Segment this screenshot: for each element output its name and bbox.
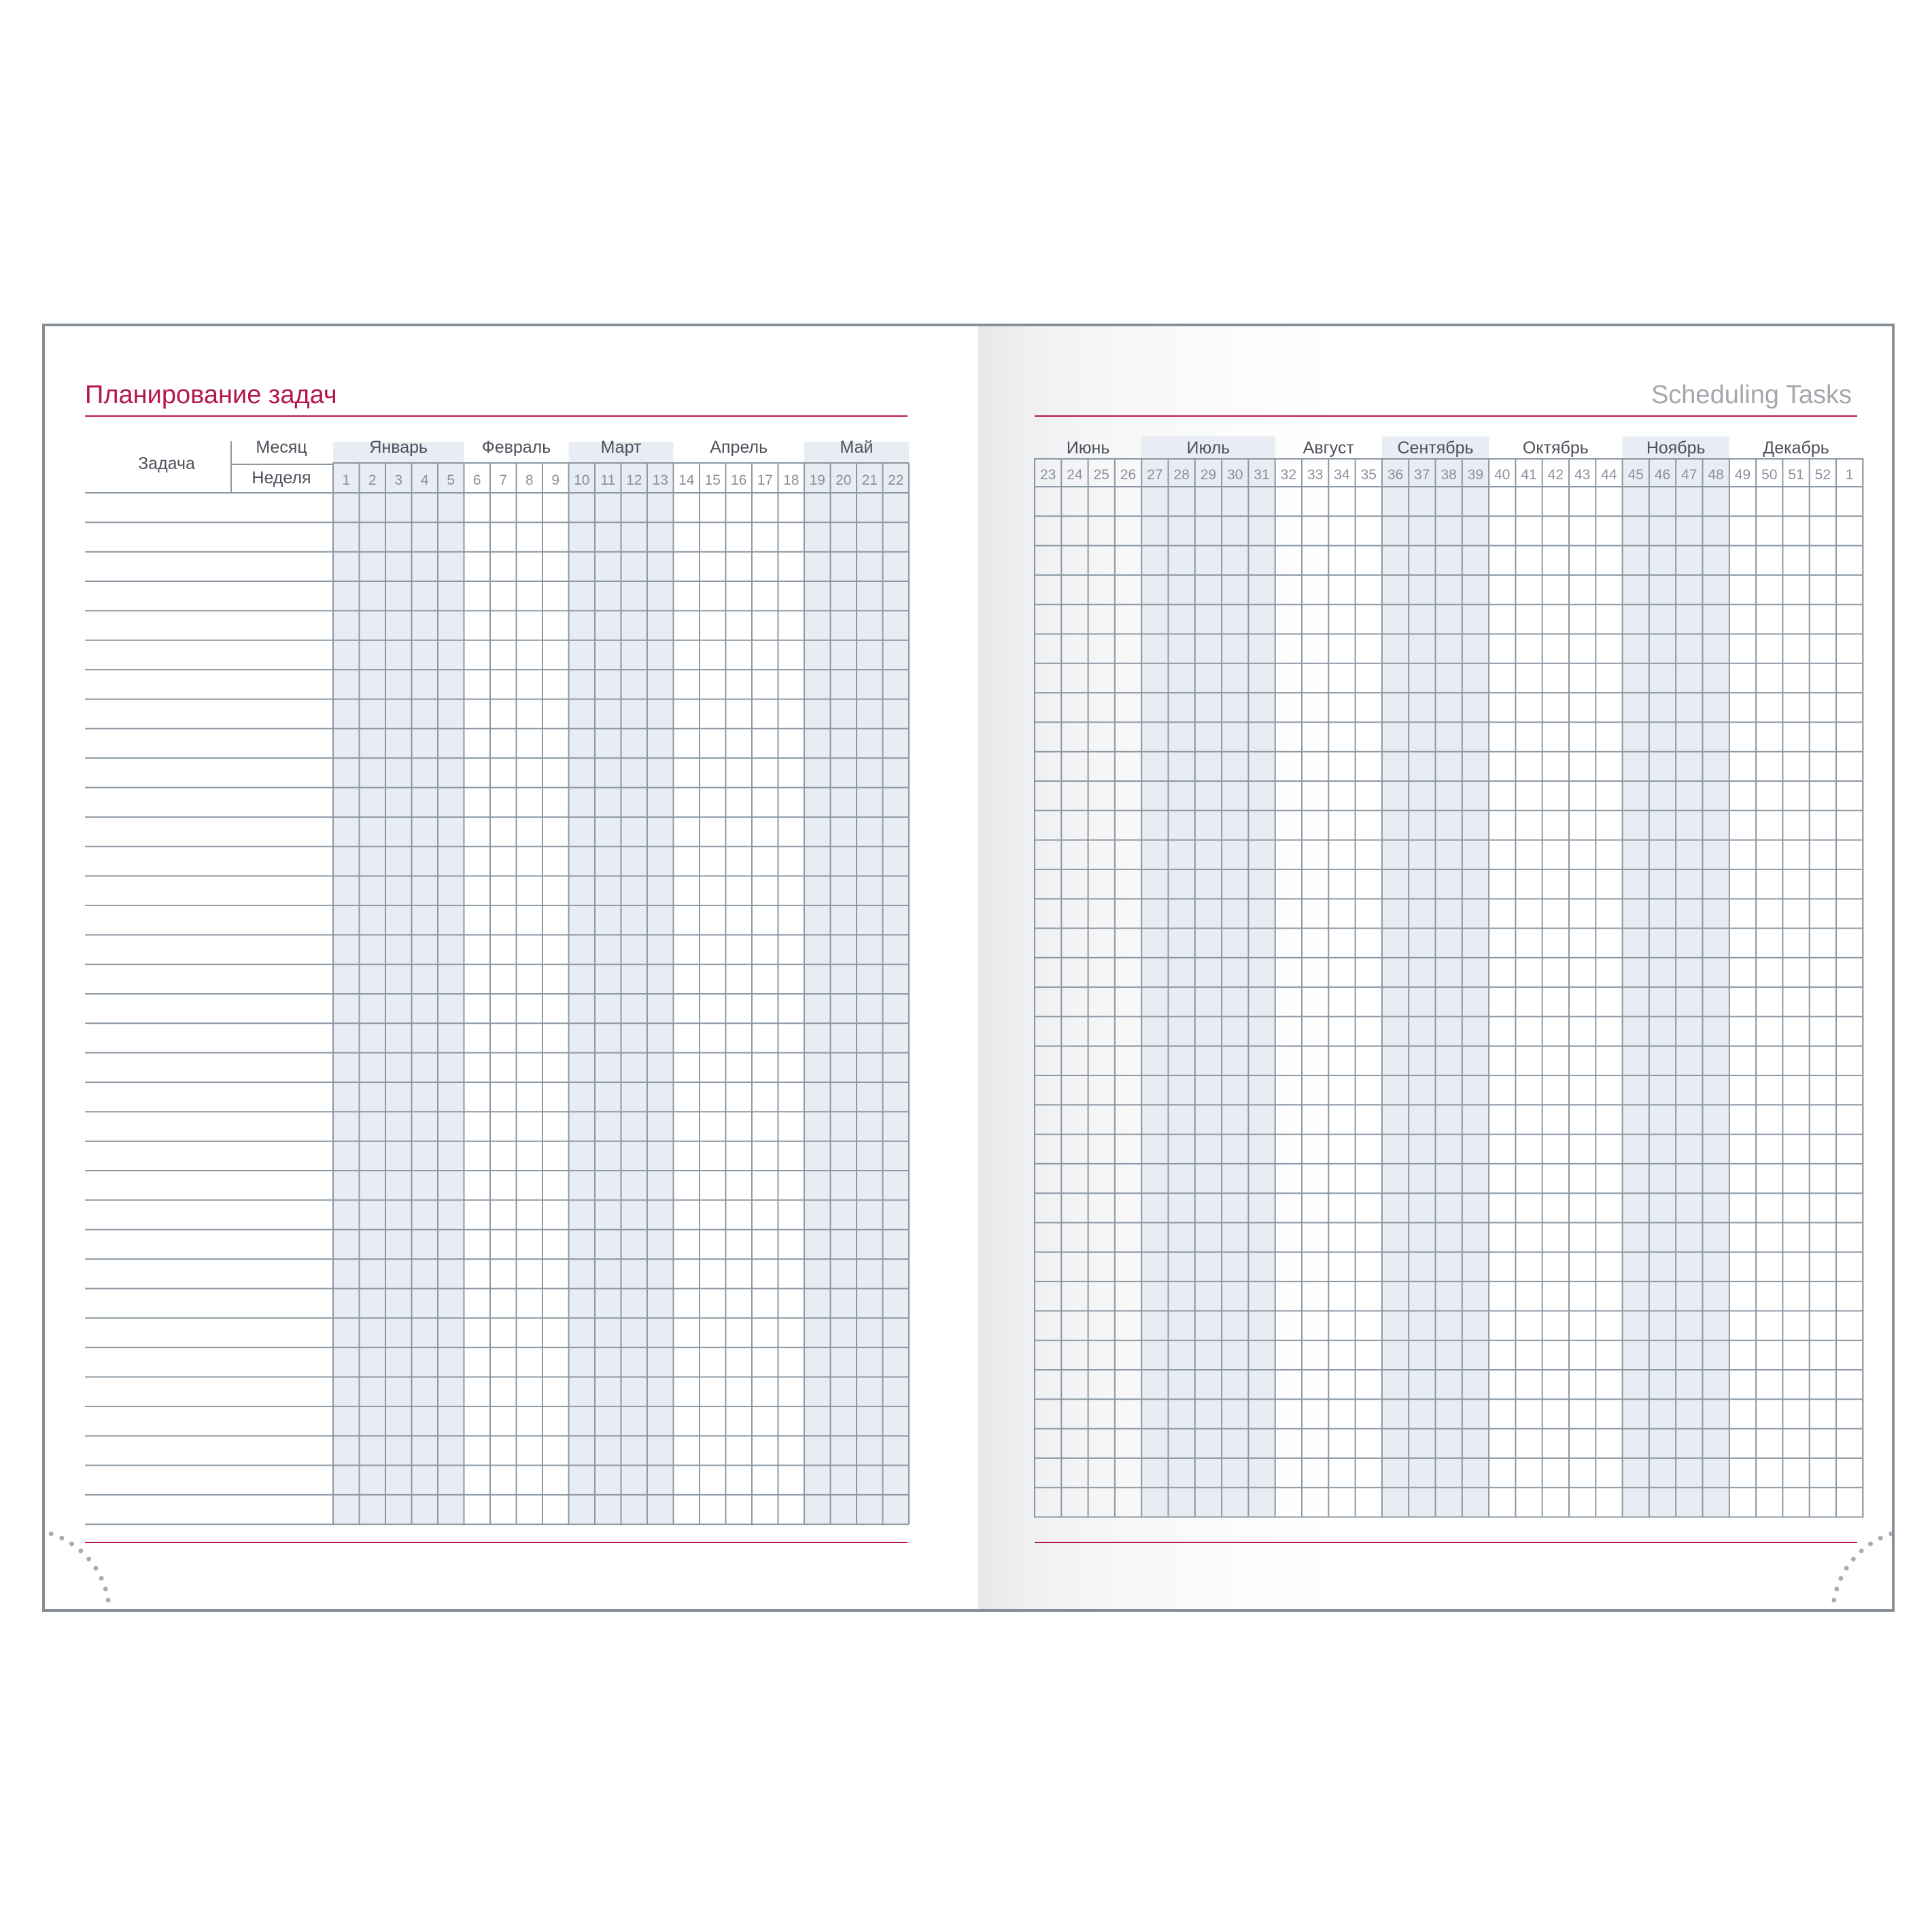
- week-number: 27: [1147, 467, 1163, 483]
- week-number: 8: [525, 472, 534, 488]
- week-row-header: Неделя: [252, 468, 311, 487]
- week-number: 25: [1093, 467, 1109, 483]
- month-label: Апрель: [710, 438, 768, 457]
- month-label: Сентябрь: [1397, 438, 1474, 458]
- week-number: 42: [1547, 467, 1564, 483]
- task-column-header: Задача: [138, 454, 195, 473]
- corner-dot-right: [1831, 1598, 1836, 1602]
- corner-dot-right: [1834, 1587, 1839, 1591]
- week-number: 52: [1814, 467, 1831, 483]
- corner-dot-left: [78, 1549, 83, 1553]
- week-number: 32: [1280, 467, 1297, 483]
- week-number: 21: [861, 472, 878, 488]
- corner-dot-left: [106, 1598, 111, 1602]
- decorative-corner-dots: [45, 326, 1895, 1612]
- corner-dot-right: [1831, 1609, 1835, 1612]
- week-number: 46: [1654, 467, 1671, 483]
- week-number: 41: [1521, 467, 1537, 483]
- week-number: 4: [420, 472, 429, 488]
- week-number: 49: [1734, 467, 1751, 483]
- week-number: 12: [626, 472, 642, 488]
- week-number: 30: [1227, 467, 1243, 483]
- month-row-header: Месяц: [256, 438, 307, 457]
- week-number: 51: [1788, 467, 1804, 483]
- week-number: 45: [1627, 467, 1644, 483]
- month-label: Январь: [369, 438, 428, 457]
- month-label: Декабрь: [1763, 438, 1829, 458]
- week-number: 3: [394, 472, 403, 488]
- week-number: 48: [1708, 467, 1724, 483]
- corner-dot-right: [1838, 1576, 1843, 1581]
- month-label: Февраль: [481, 438, 551, 457]
- week-number: 20: [835, 472, 852, 488]
- corner-dot-left: [99, 1576, 104, 1581]
- week-number: 18: [783, 472, 799, 488]
- week-number: 26: [1120, 467, 1137, 483]
- week-number: 37: [1414, 467, 1430, 483]
- week-number: 40: [1494, 467, 1511, 483]
- week-number: 1: [342, 472, 351, 488]
- week-number: 1: [1845, 467, 1854, 483]
- week-number: 5: [447, 472, 455, 488]
- week-number: 24: [1067, 467, 1083, 483]
- corner-dot-right: [1844, 1566, 1849, 1570]
- planner-spread: [42, 324, 1895, 1612]
- page-title: Планирование задач: [85, 381, 337, 409]
- corner-dot-left: [69, 1542, 74, 1547]
- week-number: 23: [1039, 467, 1056, 483]
- month-label: Июнь: [1066, 438, 1110, 458]
- month-label: Май: [840, 438, 874, 457]
- week-number: 36: [1387, 467, 1404, 483]
- week-number: 38: [1441, 467, 1457, 483]
- corner-dot-right: [1868, 1542, 1873, 1547]
- month-label: Ноябрь: [1646, 438, 1706, 458]
- week-number: 7: [499, 472, 508, 488]
- week-number: 13: [652, 472, 668, 488]
- week-number: 47: [1681, 467, 1697, 483]
- week-number: 17: [757, 472, 773, 488]
- week-number: 19: [809, 472, 825, 488]
- month-label: Март: [600, 438, 642, 457]
- corner-dot-right: [1859, 1549, 1864, 1553]
- week-number: 16: [731, 472, 747, 488]
- week-number: 31: [1254, 467, 1270, 483]
- week-number: 29: [1200, 467, 1217, 483]
- corner-dot-right: [1851, 1557, 1856, 1562]
- week-number: 35: [1360, 467, 1377, 483]
- month-label: Октябрь: [1522, 438, 1589, 458]
- corner-dot-left: [59, 1536, 64, 1540]
- corner-dot-left: [103, 1587, 108, 1591]
- week-number: 50: [1761, 467, 1778, 483]
- week-number: 11: [600, 472, 616, 488]
- week-number: 44: [1601, 467, 1617, 483]
- week-number: 28: [1173, 467, 1190, 483]
- week-number: 14: [678, 472, 695, 488]
- corner-dot-left: [107, 1609, 111, 1612]
- week-number: 34: [1334, 467, 1350, 483]
- page-title-english: Scheduling Tasks: [1651, 381, 1852, 409]
- corner-dot-right: [1888, 1532, 1893, 1536]
- week-number: 2: [368, 472, 377, 488]
- month-label: Август: [1303, 438, 1354, 458]
- corner-dot-right: [1878, 1536, 1883, 1540]
- week-number: 9: [551, 472, 560, 488]
- week-number: 33: [1307, 467, 1324, 483]
- corner-dot-left: [86, 1557, 91, 1562]
- month-label: Июль: [1186, 438, 1230, 458]
- week-number: 22: [888, 472, 904, 488]
- week-number: 10: [574, 472, 590, 488]
- week-number: 15: [704, 472, 721, 488]
- week-number: 6: [472, 472, 481, 488]
- week-number: 43: [1574, 467, 1591, 483]
- week-number: 39: [1467, 467, 1484, 483]
- corner-dot-left: [93, 1566, 98, 1570]
- corner-dot-left: [49, 1532, 54, 1536]
